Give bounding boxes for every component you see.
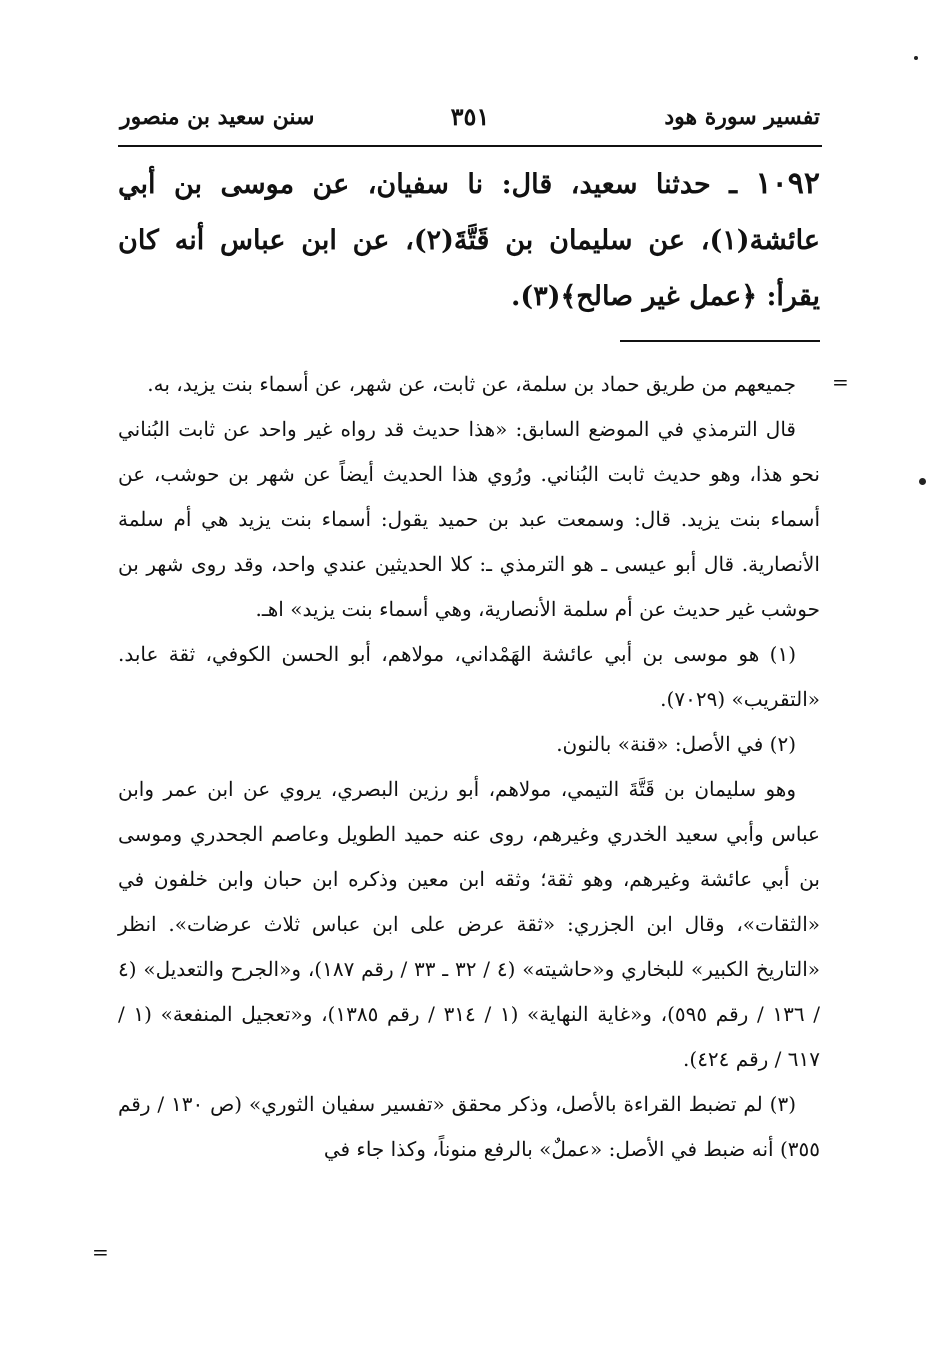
footnote-2: (٢) في الأصل: «قنة» بالنون.	[556, 732, 796, 756]
continuation-mark-top: =	[832, 370, 849, 394]
hadith-block	[118, 156, 820, 325]
footnote-3: (٣) لم تضبط القراءة بالأصل، وذكر محقق «تفسير سفيان الثوري» (ص ١٣٠ / رقم ٣٥٥) أنه ضبط في الأصل: «عملٌ» بالرفع منوناً، وكذا جاء في	[118, 1092, 820, 1161]
hadith-number: ١٠٩٢	[755, 166, 820, 201]
footnotes-block	[118, 362, 820, 1172]
scan-speck	[919, 478, 926, 485]
footnote-1: (١) هو موسى بن أبي عائشة الهَمْداني، مولاهم، أبو الحسن الكوفي، ثقة عابد. «التقريب» (٧٠٢٩).	[118, 642, 820, 711]
header-surah-title: تفسير سورة هود	[664, 104, 820, 130]
page-number: ٣٥١	[450, 102, 490, 131]
footnote-continuation: جميعهم من طريق حماد بن سلمة، عن ثابت، عن شهر، عن أسماء بنت يزيد، به.	[147, 372, 796, 396]
hadith-paragraph	[118, 156, 820, 325]
running-header	[120, 100, 820, 134]
footnote-separator	[620, 340, 820, 342]
header-rule	[118, 145, 822, 147]
hadith-text: ـ حدثنا سعيد، قال: نا سفيان، عن موسى بن أبي عائشة(١)، عن سليمان بن قَتَّةَ(٢)، عن ابن عباس أنه كان يقرأ: ﴿عمل غير صالح﴾(٣).	[118, 169, 820, 312]
continuation-mark-bottom: =	[92, 1240, 109, 1264]
footnote-2-detail: وهو سليمان بن قَتَّةَ التيمي، مولاهم، أبو رزين البصري، يروي عن ابن عمر وابن عباس وأبي سعيد الخدري وغيرهم، روى عنه حميد الطويل وعاصم الجحدري وموسى بن أبي عائشة وغيرهم، وهو ثقة؛ وثقه ابن معين وذكره ابن حبان وابن خلفون في «الثقات»، وقال ابن الجزري: «ثقة عرض على ابن عباس ثلاث عرضات». انظر «التاريخ الكبير» للبخاري و«حاشيته» (٤ / ٣٢ ـ ٣٣ / رقم ١٨٧)، و«الجرح والتعديل» (٤ / ١٣٦ / رقم ٥٩٥)، و«غاية النهاية» (١ / ٣١٤ / رقم ١٣٨٥)، و«تعجيل المنفعة» (١ / ٦١٧ / رقم ٤٢٤).	[118, 777, 821, 1071]
header-book-title: سنن سعيد بن منصور	[120, 104, 315, 130]
footnote-tirmidhi-quote: قال الترمذي في الموضع السابق: «هذا حديث قد رواه غير واحد عن ثابت البُناني نحو هذا، وهو حديث ثابت البُناني. ورُوي هذا الحديث أيضاً عن شهر بن حوشب، عن أسماء بنت يزيد. قال: وسمعت عبد بن حميد يقول: أسماء بنت يزيد هي أم سلمة الأنصارية. قال أبو عيسى ـ هو الترمذي ـ: كلا الحديثين عندي واحد، وقد روى شهر بن حوشب غير حديث عن أم سلمة الأنصارية، وهي أسماء بنت يزيد» اهـ.	[118, 417, 820, 621]
scan-speck	[914, 56, 918, 60]
